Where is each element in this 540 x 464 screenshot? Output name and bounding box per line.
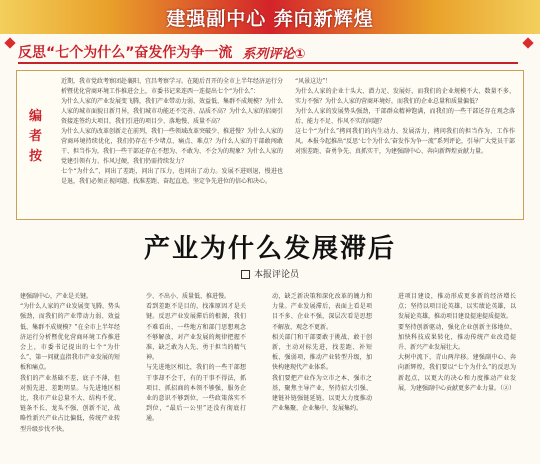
- article-paragraph: 我们要把产业作为立市之本、强市之基，聚焦主导产业，坚持招大引强、建链补链强链延链，以更大力度推动产业集聚、企业集中、发展集约。: [272, 374, 372, 413]
- article-col-4: [398, 292, 516, 394]
- series-label: 系列评论①: [242, 46, 306, 62]
- editor-note-col-1: [61, 77, 283, 187]
- article-byline: [0, 267, 540, 280]
- article-paragraph: 看到差距不是目的，找准原因才是关键。反思产业发展滞后的根源，我们不难看出，一些地方和部门思想观念不够解放，对产业发展的规律把握不准，缺乏敢为人先、勇于担当的精气神。: [146, 303, 246, 362]
- diamond-right-icon: [522, 37, 533, 48]
- note-paragraph: 为什么人家的发展势头强劲，干部群众精神饱满，而我们的一些干部还存在观念落后、能力不足、作风不实的问题？: [295, 108, 515, 125]
- editor-note-label: 编者按: [29, 109, 43, 164]
- article-paragraph: 要坚持创新驱动，强化企业创新主体地位，加快科技成果转化，推动传统产业改造提升、新兴产业发展壮大。: [398, 323, 516, 352]
- article-paragraph: 相关部门和干部要敢于挑战、敢于创新，主动对标先进，找差距、补短板、强弱项，推动产业转型升级，加快构建现代产业体系。: [272, 333, 372, 372]
- note-paragraph: 为什么人家的企业十头大、潜力足、发展好，而我们的企业规模不大、数量不多、实力不强？为什么人家的营商环境好，而我们的企业总量和质量偏低？: [295, 88, 515, 105]
- note-paragraph: 近期，我市党政考察团赴襄阳、宜昌考察学习。在随后召开的全市上半年经济运行分析暨优化营商环境工作推进会上，市委书记来连西一连提出七个“为什么”：: [61, 78, 284, 95]
- article-headline: 产业为什么发展滞后: [143, 234, 396, 264]
- note-paragraph: 这七个“为什么”拷问我们的内生动力、发展活力，拷问我们的担当作为、工作作风。本报今起推出“反思‘七个为什么’奋发作为争一流”系列评论，引导广大党员干部对照差距、奋勇争先、真抓实干，为建强副中心、奔向新辉煌贡献力量。: [295, 128, 515, 155]
- series-header: [18, 41, 488, 63]
- note-paragraph: 七个“为什么”，问出了差距，问出了压力，也问出了动力。发展不进则退，慢进也是退，我们必须正视问题、找准差距、奋起直追，坚定争先进位的信心和决心。: [61, 168, 283, 185]
- article-paragraph: 大树中流下，青山两岸移。建强副中心、奔向新辉煌，我们要以“七个为什么”的反思为新起点，以更大的决心和力度推动产业发展，为建强副中心贡献更多产业力量。（②）: [398, 354, 516, 392]
- series-underline: [18, 62, 518, 64]
- banner-title: 建强副中心 奔向新辉煌: [166, 8, 374, 30]
- series-title: 反思“七个为什么”奋发作为争一流: [18, 45, 233, 61]
- byline-box-icon: [241, 270, 250, 279]
- editor-note-box: [16, 70, 524, 220]
- article-col-3: [272, 292, 372, 414]
- byline-text: 本报评论员: [253, 270, 299, 280]
- diamond-left-icon: [4, 37, 15, 48]
- article-paragraph: 我们的产业基础不差，底子不薄，但对照先进、差距明显。与先进地区相比，我市产业总量不大、结构不优、链条不长、龙头不强、创新不足，战略性新兴产业占比偏低，传统产业转型升级步伐不快。: [20, 374, 120, 433]
- article-paragraph: 动，缺乏新决策和深化改革的魄力和力量。产业发展滞后，表面上看是项目不多、企业不强，深层次看是思想不解放、观念不更新。: [272, 293, 372, 331]
- editor-note-col-2: [295, 77, 515, 157]
- note-paragraph: 为什么人家的改革创新走在前列，我们一些领域改革突破少、推进慢？为什么人家的营商环境持续优化，我们仍存在不少堵点、痛点、难点？为什么人家的干部敢闯敢干、担当作为，我们一些干部还存在不想为、不敢为、不会为的现象？为什么人家的党建引领有力、作风过硬，我们仍需持续发力？: [61, 128, 284, 165]
- article-paragraph: 建强副中心，产业是关键。: [20, 293, 93, 300]
- note-paragraph: 为什么人家的产业发展变飞腾，我们产业带动力弱、效益低、集群不成规模？为什么人家的城市面貌日新月异，我们城市功能还不完善、品质不高？为什么人家的招商引资接连签约大项目，我们引进的项目少、落地慢、质量不高？: [61, 98, 284, 125]
- article-col-1: [20, 292, 120, 435]
- note-paragraph: “风景这边”！: [295, 78, 332, 85]
- article-paragraph: 少、不出小、质量低、推进慢。: [146, 293, 231, 300]
- article-col-2: [146, 292, 246, 425]
- article-paragraph: 进项目建设，推动形成更多新的经济增长点；坚持以项目论英雄，以实绩论英雄，以发展论英雄，推动项目建设提速提质提效。: [398, 293, 516, 321]
- article-paragraph: “为什么人家的产业发展变飞腾、势头强劲，而我们的产业带动力弱、效益低、集群不成规模？”在全市上半年经济运行分析暨优化营商环境工作推进会上，市委书记提出的七个“为什么”，第一问就直指我市产业发展的短板和痛点。: [20, 303, 120, 372]
- top-banner: [0, 0, 540, 34]
- article-paragraph: 与先进地区相比，我们的一些干部想干事却不会干，有的干事不得法，抓项目、抓招商的本领不够强，服务企业的意识不够到位，一些政策落实不到位，“最后一公里”还没有彻底打通。: [146, 364, 246, 423]
